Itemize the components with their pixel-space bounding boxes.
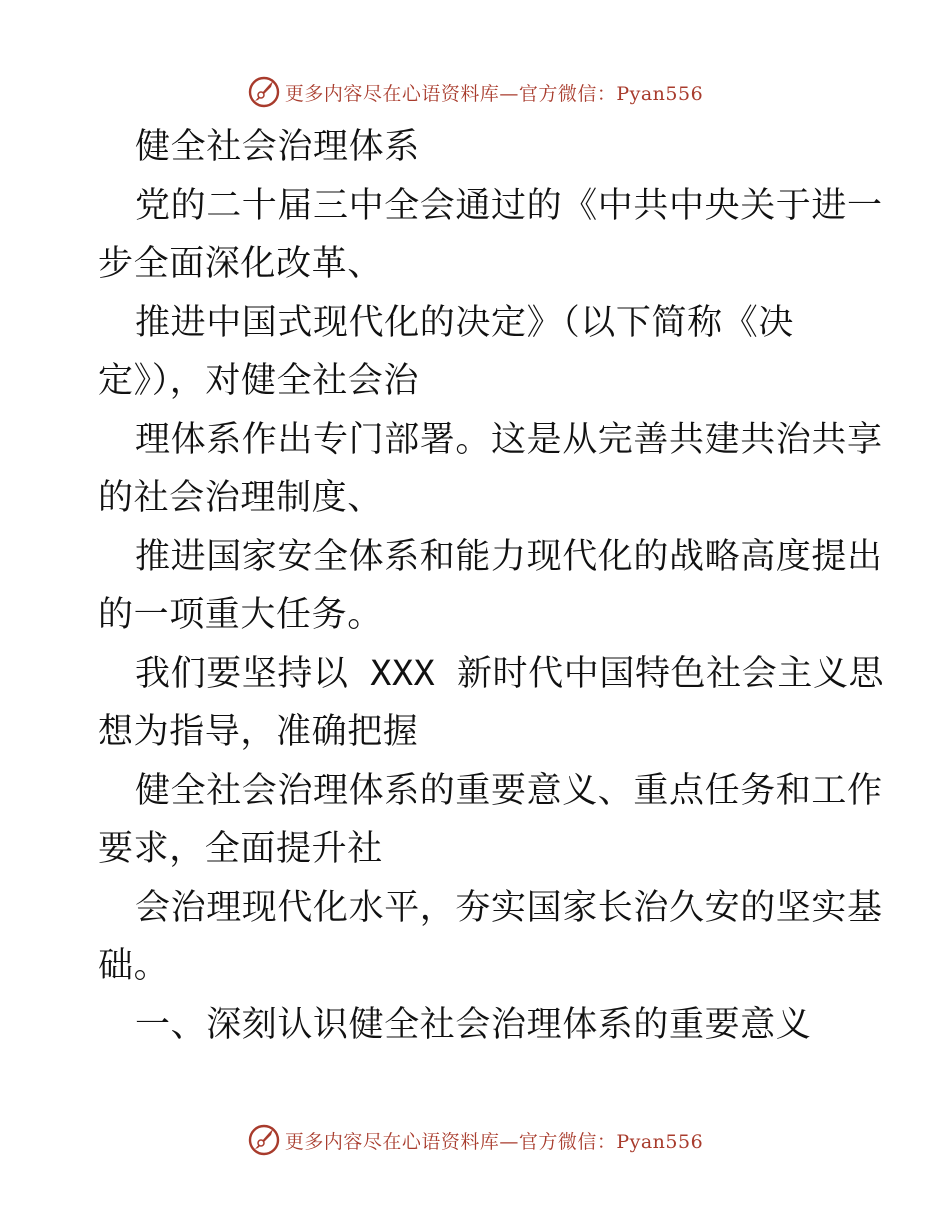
header-banner (0, 72, 950, 112)
document-title: 健全社会治理体系 (135, 127, 420, 167)
document-body (98, 118, 885, 1054)
text-line: 础。 (98, 946, 170, 986)
text-line: 健全社会治理体系的重要意义、重点任务和工作 (135, 770, 883, 811)
text-line: 会治理现代化水平，夯实国家长治久安的坚实基 (135, 887, 883, 928)
text-line: 推进中国式现代化的决定》（以下简称《决 (135, 302, 794, 343)
quill-logo-icon (247, 1123, 281, 1157)
text-line: 想为指导，准确把握 (98, 712, 419, 752)
text-line: 我们要坚持以 XXX 新时代中国特色社会主义思 (135, 653, 885, 694)
text-line: 定》），对健全社会治 (98, 361, 420, 401)
header-banner-text: 更多内容尽在心语资料库—官方微信：Pyan556 (284, 82, 704, 105)
text-line: 推进国家安全体系和能力现代化的战略高度提出 (135, 536, 883, 577)
footer-banner-text: 更多内容尽在心语资料库—官方微信：Pyan556 (284, 1130, 704, 1153)
text-line: 的社会治理制度、 (98, 478, 383, 518)
footer-banner (0, 1120, 950, 1160)
text-line: 步全面深化改革、 (98, 244, 383, 284)
text-line: 的一项重大任务。 (98, 595, 383, 635)
text-line: 要求，全面提升社 (98, 829, 383, 869)
text-line: 理体系作出专门部署。这是从完善共建共治共享 (135, 419, 883, 460)
text-line: 党的二十届三中全会通过的《中共中央关于进一 (135, 185, 883, 226)
quill-logo-icon (247, 75, 281, 109)
section-heading: 一、深刻认识健全社会治理体系的重要意义 (135, 1004, 812, 1045)
